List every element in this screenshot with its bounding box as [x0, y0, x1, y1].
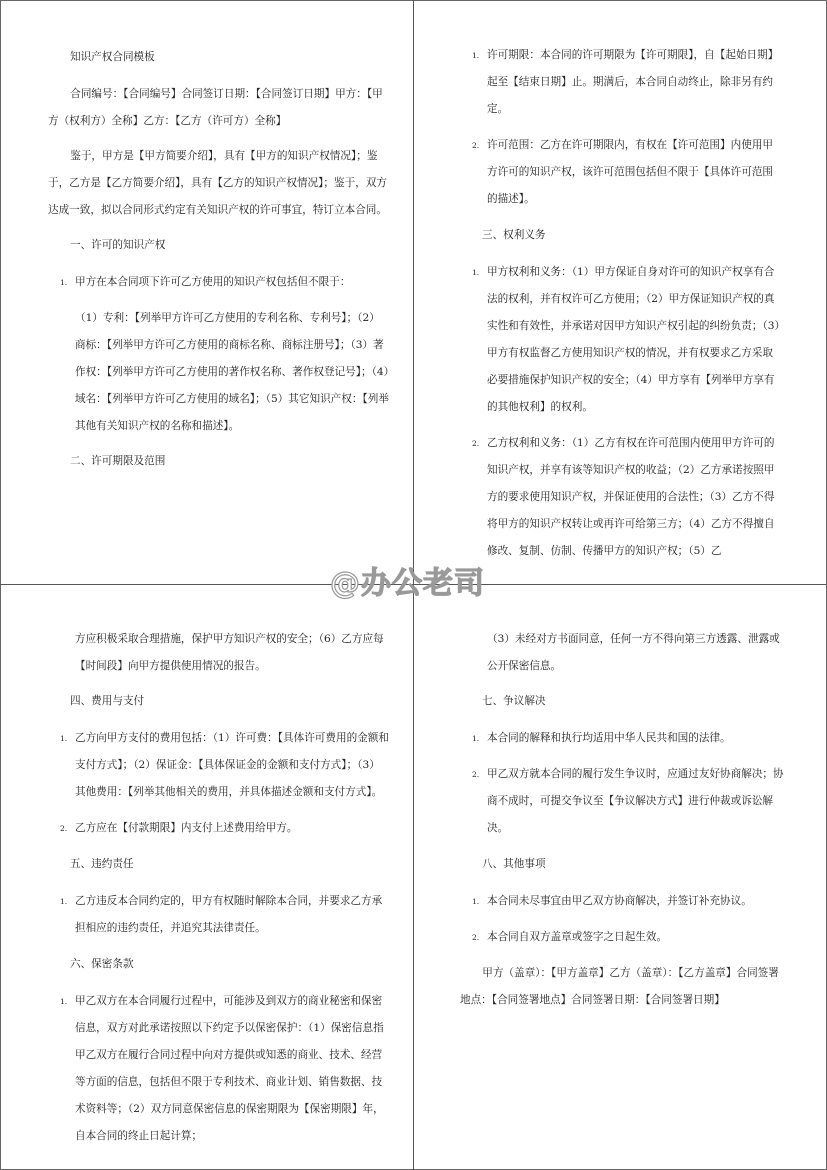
list-number: 1.	[472, 268, 480, 277]
section-heading-7: 七、争议解决	[482, 695, 546, 707]
list-item	[460, 132, 780, 213]
list-item-text: 甲方权利和义务：（1）甲方保证自身对许可的知识产权享有合法的权利，并有权许可乙方使用；（2）甲方保证知识产权的真实性和有效性，并承诺对因甲方知识产权引起的纠纷负责；（3）甲方有权监督乙方使用知识产权的情况，并有权要求乙方采取必要措施保护知识产权的安全；（4）甲方享有【列举甲方享有的其他权利】的权利。	[487, 266, 780, 413]
list-item	[48, 988, 390, 1150]
list-number: 1.	[472, 51, 480, 60]
section-heading-8: 八、其他事项	[482, 858, 546, 870]
list-number: 1.	[60, 734, 68, 743]
list-item-text: 本合同自双方盖章或签字之日起生效。	[487, 931, 668, 943]
list-item-continuation: （1）专利：【列举甲方许可乙方使用的专利名称、专利号】；（2）商标：【列举甲方许可乙方使用的商标名称、商标注册号】；（3）著作权：【列举甲方许可乙方使用的著作权名称、著作权登记号】；（4）域名：【列举甲方许可乙方使用的域名】；（5）其它知识产权：【列举其他有关知识产权的名称和描述】。	[75, 312, 389, 432]
list-number: 1.	[60, 897, 68, 906]
list-item	[48, 725, 390, 806]
list-item-continuation: （3）未经对方书面同意，任何一方不得向第三方透露、泄露或公开保密信息。	[487, 633, 780, 672]
list-item-text: 乙方应在【付款期限】内支付上述费用给甲方。	[75, 822, 298, 834]
section-heading-2: 二、许可期限及范围	[70, 455, 166, 467]
list-item-text: 乙方违反本合同约定的，甲方有权随时解除本合同，并要求乙方承担相应的违约责任，并追究其法律责任。	[75, 895, 383, 934]
page-4-bottom-right	[460, 626, 788, 1022]
list-item-text: 甲乙双方就本合同的履行发生争议时，应通过友好协商解决；协商不成时，可提交争议至【争议解决方式】进行仲裁或诉讼解决。	[487, 768, 784, 834]
list-item-text: 乙方向甲方支付的费用包括：（1）许可费：【具体许可费用的金额和支付方式】；（2）保证金：【具体保证金的金额和支付方式】；（3）其他费用：【列举其他相关的费用，并具体描述金额和支付方式】。	[75, 732, 389, 798]
document-title: 知识产权合同模板	[70, 51, 155, 63]
list-item-text: 乙方权利和义务：（1）乙方有权在许可范围内使用甲方许可的知识产权，并享有该等知识产权的收益；（2）乙方承诺按照甲方的要求使用知识产权，并保证使用的合法性；（3）乙方不得将甲方的知识产权转让或再许可给第三方；（4）乙方不得擅自修改、复制、仿制、传播甲方的知识产权；（5）乙	[487, 437, 775, 557]
list-item	[48, 269, 390, 296]
section-heading-5: 五、违约责任	[70, 858, 134, 870]
list-item-text: 甲乙双方在本合同履行过程中，可能涉及到双方的商业秘密和保密信息，双方对此承诺按照以下约定予以保密保护：（1）保密信息指甲乙双方在履行合同过程中向对方提供或知悉的商业、技术、经营等方面的信息，包括但不限于专利技术、商业计划、销售数据、技术资料等；（2）双方同意保密信息的保密期限为【保密期限】年，自本合同的终止日起计算；	[75, 995, 384, 1142]
list-item	[48, 815, 390, 842]
list-number: 1.	[60, 278, 68, 287]
list-item	[460, 430, 780, 565]
list-item-text: 许可期限：本合同的许可期限为【许可期限】，自【起始日期】起至【结束日期】止。期满后，本合同自动终止，除非另有约定。	[487, 49, 779, 115]
list-number: 1.	[60, 997, 68, 1006]
list-number: 2.	[472, 770, 480, 779]
list-number: 1.	[472, 897, 480, 906]
list-item-continuation: 方应积极采取合理措施，保护甲方知识产权的安全；（6）乙方应每【时间段】向甲方提供使用情况的报告。	[75, 633, 384, 672]
list-number: 1.	[472, 734, 480, 743]
list-item-text: 甲方在本合同项下许可乙方使用的知识产权包括但不限于：	[75, 276, 351, 288]
list-item	[460, 888, 788, 915]
list-item	[460, 725, 788, 752]
page-2-top-right	[460, 42, 780, 574]
list-number: 2.	[472, 141, 480, 150]
contract-header-paragraph: 合同编号：【合同编号】合同签订日期：【合同签订日期】甲方：【甲方（权利方）全称】乙方：【乙方（许可方）全称】	[48, 88, 383, 127]
watermark-logo: @办公老司	[330, 566, 485, 601]
list-item	[460, 42, 780, 123]
list-item-text: 许可范围：乙方在许可期限内，有权在【许可范围】内使用甲方许可的知识产权，该许可范围包括但不限于【具体许可范围的描述】。	[487, 139, 774, 205]
list-number: 2.	[472, 439, 480, 448]
list-item-text: 本合同的解释和执行均适用中华人民共和国的法律。	[487, 732, 731, 744]
list-item	[460, 259, 780, 421]
section-heading-4: 四、费用与支付	[70, 695, 145, 707]
section-heading-6: 六、保密条款	[70, 958, 134, 970]
whereas-paragraph: 鉴于，甲方是【甲方简要介绍】，具有【甲方的知识产权情况】；鉴于，乙方是【乙方简要介绍】，具有【乙方的知识产权情况】；鉴于，双方达成一致，拟以合同形式约定有关知识产权的许可事宜，特订立本合同。	[48, 150, 387, 216]
list-number: 2.	[60, 824, 68, 833]
section-heading-3: 三、权利义务	[482, 229, 546, 241]
list-number: 2.	[472, 933, 480, 942]
section-heading-1: 一、许可的知识产权	[70, 239, 166, 251]
list-item	[460, 924, 788, 951]
list-item	[48, 888, 390, 942]
page-1-top-left	[48, 44, 390, 485]
list-item	[460, 761, 788, 842]
signature-block: 甲方（盖章）：【甲方盖章】乙方（盖章）：【乙方盖章】合同签署地点：【合同签署地点】合同签署日期：【合同签署日期】	[460, 967, 779, 1006]
list-item-text: 本合同未尽事宜由甲乙双方协商解决，并签订补充协议。	[487, 895, 752, 907]
page-3-bottom-left	[48, 626, 390, 1159]
